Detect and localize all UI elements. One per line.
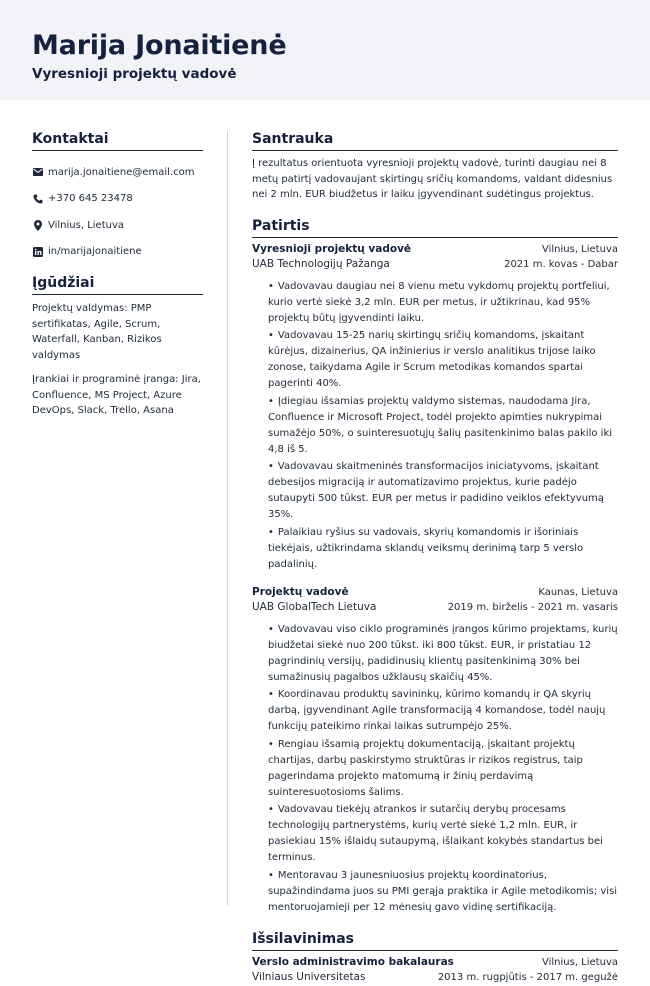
education-location: Vilnius, Lietuva bbox=[541, 956, 618, 968]
job-bullet-text: Mentoravau 3 jaunesniuosius projektų koordinatorius, supažindindama juos su PMI gerąja praktika ir Agile metodikomis; visi mentoruojamieji per 12 mėnesių gavo vidinę sertifikaciją. bbox=[268, 869, 618, 913]
job-bullet: • Rengiau išsamią projektų dokumentaciją, įskaitant projektų chartijas, darbų paskirstymo struktūras ir rizikos registrus, taip pagerindama projekto matomumą ir žinių perdavimą suinteresuotosioms šalims. bbox=[268, 738, 583, 798]
contact-email-text: marija.jonaitiene@email.com bbox=[48, 166, 195, 178]
job-bullet-text: Vadovavau 15-25 narių skirtingų sričių komandoms, įskaitant kūrėjus, dizainerius, QA inžinierius ir verslo analitikus trijose laiko zonose, taikydama Agile ir Scrum metodikas komandos spartai pagerinti 40%. bbox=[268, 330, 596, 389]
contact-list bbox=[32, 159, 203, 265]
contact-linkedin[interactable] bbox=[32, 239, 203, 266]
job-bullet: • Koordinavau produktų savininkų, kūrimo komandų ir QA skyrių darbą, įgyvendinant Agile transformaciją 4 komandose, todėl naujų funkcijų pateikimo rinkai laikas sutrumpėjo 25%. bbox=[268, 689, 606, 732]
experience-section bbox=[252, 218, 618, 916]
education-dates: 2013 m. rugpjūtis - 2017 m. gegužė bbox=[437, 972, 618, 983]
job-bullet-text: Įdiegiau išsamias projektų valdymo sistemas, naudodama Jira, Confluence ir Microsoft Project, todėl projekto apimties nukrypimai sumažėjo 50%, o suinteresuotųjų šalių pasitenkinimo balas pakilo iki 4,8 iš 5. bbox=[268, 395, 613, 455]
education-section bbox=[252, 931, 618, 986]
job-header-row bbox=[252, 242, 618, 258]
job-bullet: • Mentoravau 3 jaunesniuosius projektų koordinatorius, supažindindama juos su PMI gerąja praktika ir Agile metodikomis; visi mentoruojamieji per 12 mėnesių gavo vidinę sertifikaciją. bbox=[268, 869, 618, 913]
job-dates: 2019 m. birželis - 2021 m. vasaris bbox=[447, 602, 618, 613]
job-bullet-text: Rengiau išsamią projektų dokumentaciją, įskaitant projektų chartijas, darbų paskirstymo struktūras ir rizikos registrus, taip pagerindama projekto matomumą ir žinių perdavimą suinteresuotosioms šalims. bbox=[268, 738, 583, 798]
job-dates: 2021 m. kovas - Dabar bbox=[504, 259, 618, 270]
education-heading: Išsilavinimas bbox=[252, 931, 618, 951]
job-company: UAB Technologijų Pažanga bbox=[252, 258, 390, 270]
job-bullet-text: Vadovavau skaitmeninės transformacijos iniciatyvoms, įskaitant debesijos migraciją ir automatizavimo projektus, kurie padėjo sutaupyti 500 tūkst. EUR per metus ir padidino veiklos efektyvumą 35%. bbox=[268, 461, 604, 520]
contact-linkedin-text: in/marijajonaitiene bbox=[48, 246, 142, 258]
education-school-row bbox=[252, 970, 618, 986]
job-bullets bbox=[252, 622, 618, 916]
summary-heading: Santrauka bbox=[252, 131, 618, 151]
job-location: Kaunas, Lietuva bbox=[538, 586, 618, 598]
education-degree: Verslo administravimo bakalauras bbox=[252, 955, 454, 968]
summary-text: Į rezultatus orientuota vyresnioji projektų vadovė, turinti daugiau nei 8 metų patirtį vadovaujant skirtingų sričių komandoms, valdant didesnius nei 2 mln. EUR biudžetus ir laiku įgyvendinant sudėtingus projektus. bbox=[252, 158, 613, 200]
job-company-row bbox=[252, 257, 618, 273]
job-bullet-text: Vadovavau daugiau nei 8 vienu metu vykdomų projektų portfeliui, kurio vertė siekė 3,2 mln. EUR per metus, ir užtikrinau, kad 95% projektų būtų įgyvendinti laiku. bbox=[268, 280, 610, 324]
skills-heading: Įgūdžiai bbox=[32, 275, 203, 295]
email-icon bbox=[32, 167, 43, 178]
phone-icon bbox=[32, 193, 43, 204]
job-bullet-text: Vadovavau tiekėjų atrankos ir sutarčių derybų procesams technologijų partnerystėms, kurių vertė siekė 1,2 mln. EUR, ir pasiekiau 15% išlaidų sutaupymą, išlaikant kokybės standartus bei terminus. bbox=[268, 804, 603, 863]
skill-line-tools: Įrankiai ir programinė įranga: Jira, Confluence, MS Project, Azure DevOps, Slack, Trello, Asana bbox=[32, 374, 201, 416]
job-role: Projektų vadovė bbox=[252, 585, 349, 598]
contact-email[interactable] bbox=[32, 159, 203, 186]
job-bullet: • Palaikiau ryšius su vadovais, skyrių komandomis ir išoriniais tiekėjais, užtikrindama sklandų veiksmų derinimą tarp 5 verslo padalinių. bbox=[268, 526, 584, 570]
resume-header bbox=[0, 0, 650, 100]
job-bullet: • Vadovavau viso ciklo programinės įrangos kūrimo projektams, kurių biudžetai siekė nuo 200 tūkst. iki 800 tūkst. EUR, ir pristatiau 12 pagrindinių versijų, padidinusių klientų pasitenkinimą 30% bei sumažinusių pagalbos užklausų skaičių 45%. bbox=[268, 623, 618, 683]
contact-location bbox=[32, 212, 203, 239]
location-icon bbox=[32, 220, 43, 231]
job-bullet: • Vadovavau daugiau nei 8 vienu metu vykdomų projektų portfeliui, kurio vertė siekė 3,2 mln. EUR per metus, ir užtikrinau, kad 95% projektų būtų įgyvendinti laiku. bbox=[268, 280, 610, 324]
job-company: UAB GlobalTech Lietuva bbox=[252, 601, 377, 613]
contact-phone[interactable] bbox=[32, 186, 203, 213]
column-divider bbox=[227, 131, 228, 906]
job-bullet-text: Vadovavau viso ciklo programinės įrangos kūrimo projektams, kurių biudžetai siekė nuo 200 tūkst. iki 800 tūkst. EUR, ir pristatiau 12 pagrindinių versijų, padidinusių klientų pasitenkinimą 30% bei sumažinusių pagalbos užklausų skaičių 45%. bbox=[268, 623, 618, 683]
job-bullets bbox=[252, 279, 618, 573]
main-content bbox=[252, 131, 618, 986]
job-header-row bbox=[252, 585, 618, 601]
job-location: Vilnius, Lietuva bbox=[541, 243, 618, 255]
job-bullet-text: Koordinavau produktų savininkų, kūrimo komandų ir QA skyrių darbą, įgyvendinant Agile transformaciją 4 komandose, todėl naujų funkcijų pateikimo rinkai laikas sutrumpėjo 25%. bbox=[268, 689, 606, 732]
job-bullet: • Įdiegiau išsamias projektų valdymo sistemas, naudodama Jira, Confluence ir Microsoft Project, todėl projekto apimties nukrypimai sumažėjo 50%, o suinteresuotųjų šalių pasitenkinimo balas pakilo iki 4,8 iš 5. bbox=[268, 395, 613, 455]
job-bullet: • Vadovavau tiekėjų atrankos ir sutarčių derybų procesams technologijų partnerystėms, kurių vertė siekė 1,2 mln. EUR, ir pasiekiau 15% išlaidų sutaupymą, išlaikant kokybės standartus bei terminus. bbox=[268, 804, 603, 863]
sidebar bbox=[32, 131, 203, 419]
person-title: Vyresnioji projektų vadovė bbox=[32, 66, 237, 82]
linkedin-icon bbox=[32, 246, 43, 257]
education-entry bbox=[252, 955, 618, 986]
skill-line-pm: Projektų valdymas: PMP sertifikatas, Agile, Scrum, Waterfall, Kanban, Rizikos valdymas bbox=[32, 303, 162, 361]
job-entry bbox=[252, 585, 618, 916]
education-school: Vilniaus Universitetas bbox=[252, 971, 366, 983]
job-entry bbox=[252, 242, 618, 573]
person-name: Marija Jonaitienė bbox=[32, 30, 287, 61]
experience-heading: Patirtis bbox=[252, 218, 618, 238]
contact-phone-text: +370 645 23478 bbox=[48, 193, 133, 205]
contacts-heading: Kontaktai bbox=[32, 131, 203, 151]
job-role: Vyresnioji projektų vadovė bbox=[252, 242, 412, 255]
contact-location-text: Vilnius, Lietuva bbox=[48, 219, 125, 231]
job-bullet: • Vadovavau 15-25 narių skirtingų sričių komandoms, įskaitant kūrėjus, dizainerius, QA inžinierius ir verslo analitikus trijose laiko zonose, taikydama Agile ir Scrum metodikas komandos spartai pagerinti 40%. bbox=[268, 330, 596, 389]
job-bullet-text: Palaikiau ryšius su vadovais, skyrių komandomis ir išoriniais tiekėjais, užtikrindama sklandų veiksmų derinimą tarp 5 verslo padalinių. bbox=[268, 526, 584, 570]
job-company-row bbox=[252, 600, 618, 616]
job-bullet: • Vadovavau skaitmeninės transformacijos iniciatyvoms, įskaitant debesijos migraciją ir automatizavimo projektus, kurie padėjo sutaupyti 500 tūkst. EUR per metus ir padidino veiklos efektyvumą 35%. bbox=[268, 461, 604, 520]
